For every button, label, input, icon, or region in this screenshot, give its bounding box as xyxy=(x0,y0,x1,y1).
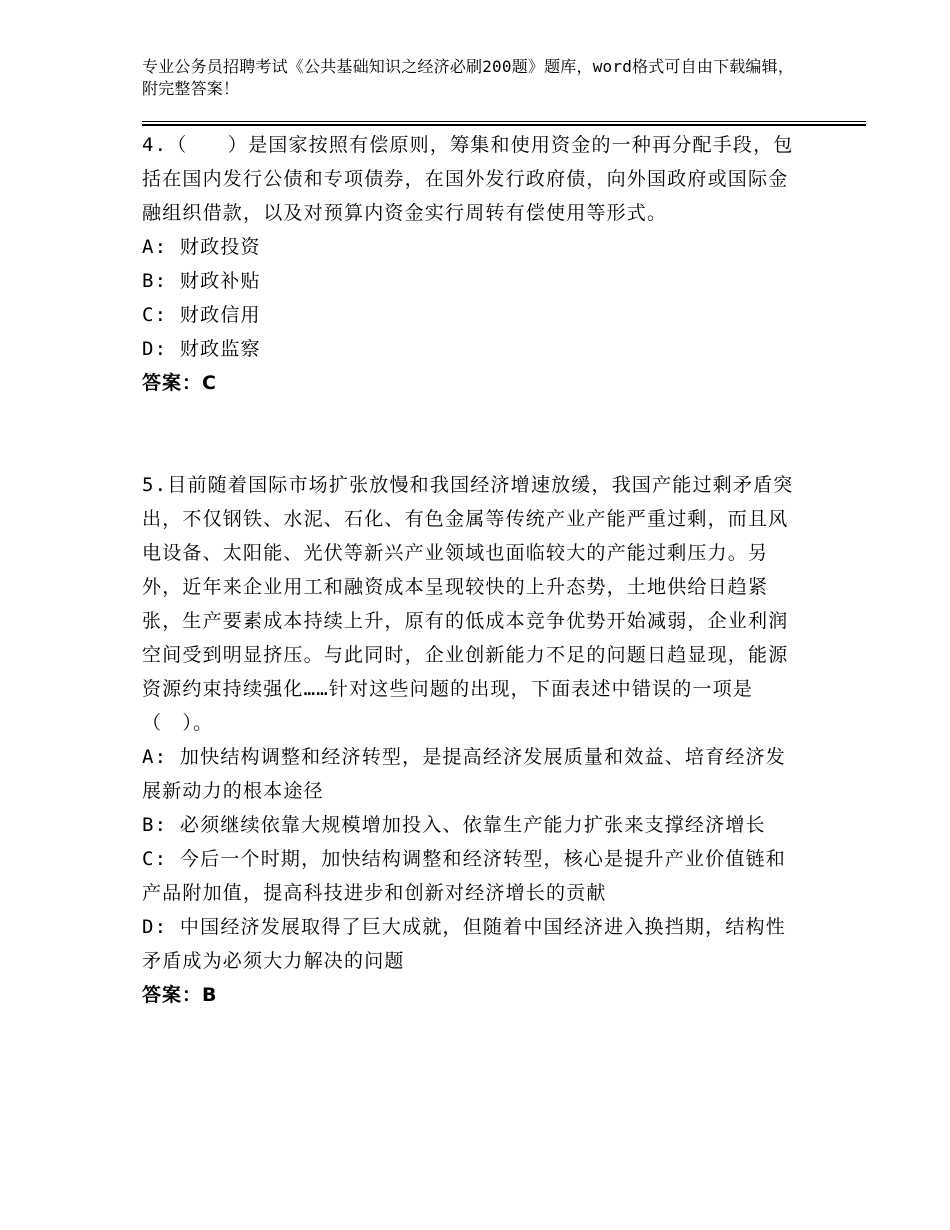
answer-line xyxy=(142,366,806,400)
option-key: A: xyxy=(142,236,168,258)
option-text: 财政监察 xyxy=(179,338,261,360)
answer-value: C xyxy=(202,372,217,394)
answer-line xyxy=(142,978,806,1012)
question-4 xyxy=(142,128,806,400)
document-header xyxy=(142,56,802,100)
answer-value: B xyxy=(202,984,218,1006)
option-d xyxy=(142,332,806,366)
header-text: 专业公务员招聘考试《公共基础知识之经济必刷200题》题库，word格式可自由下载编辑，附完整答案！ xyxy=(142,57,795,98)
question-stem xyxy=(142,128,806,230)
option-key: C: xyxy=(142,304,168,326)
option-d xyxy=(142,910,806,978)
option-key: B: xyxy=(142,814,168,836)
question-text: 目前随着国际市场扩张放慢和我国经济增速放缓，我国产能过剩矛盾突出，不仅钢铁、水泥、石化、有色金属等传统产业产能严重过剩，而且风电设备、太阳能、光伏等新兴产业领域也面临较大的产能过剩压力。另外，近年来企业用工和融资成本呈现较快的上升态势，土地供给日趋紧张，生产要素成本持续上升，原有的低成本竞争优势开始减弱，企业利润空间受到明显挤压。与此同时，企业创新能力不足的问题日趋显现，能源资源约束持续强化……针对这些问题的出现，下面表述中错误的一项是（ ）。 xyxy=(142,474,794,734)
option-text: 中国经济发展取得了巨大成就，但随着中国经济进入换挡期，结构性矛盾成为必须大力解决的问题 xyxy=(142,916,786,972)
option-key: D: xyxy=(142,338,168,360)
header-rule-thick xyxy=(142,124,866,126)
answer-label: 答案： xyxy=(142,372,203,394)
header-rule-thin xyxy=(142,121,866,122)
option-c xyxy=(142,842,806,910)
option-key: D: xyxy=(142,916,168,938)
question-text: （ ）是国家按照有偿原则，筹集和使用资金的一种再分配手段，包括在国内发行公债和专项债券，在国外发行政府债，向外国政府或国际金融组织借款，以及对预算内资金实行周转有偿使用等形式。 xyxy=(142,134,794,224)
question-number: 5. xyxy=(142,474,168,496)
option-key: B: xyxy=(142,270,168,292)
option-c xyxy=(142,298,806,332)
option-key: A: xyxy=(142,746,168,768)
option-b xyxy=(142,808,806,842)
option-text: 必须继续依靠大规模增加投入、依靠生产能力扩张来支撑经济增长 xyxy=(179,814,766,836)
option-text: 财政补贴 xyxy=(179,270,261,292)
option-text: 今后一个时期，加快结构调整和经济转型，核心是提升产业价值链和产品附加值，提高科技进步和创新对经济增长的贡献 xyxy=(142,848,786,904)
option-text: 财政信用 xyxy=(179,304,261,326)
option-text: 加快结构调整和经济转型，是提高经济发展质量和效益、培育经济发展新动力的根本途径 xyxy=(142,746,786,802)
option-a xyxy=(142,230,806,264)
option-b xyxy=(142,264,806,298)
question-5 xyxy=(142,468,806,1012)
option-a xyxy=(142,740,806,808)
option-key: C: xyxy=(142,848,168,870)
question-stem xyxy=(142,468,806,740)
question-number: 4. xyxy=(142,134,168,156)
answer-label: 答案： xyxy=(142,984,203,1006)
option-text: 财政投资 xyxy=(179,236,261,258)
